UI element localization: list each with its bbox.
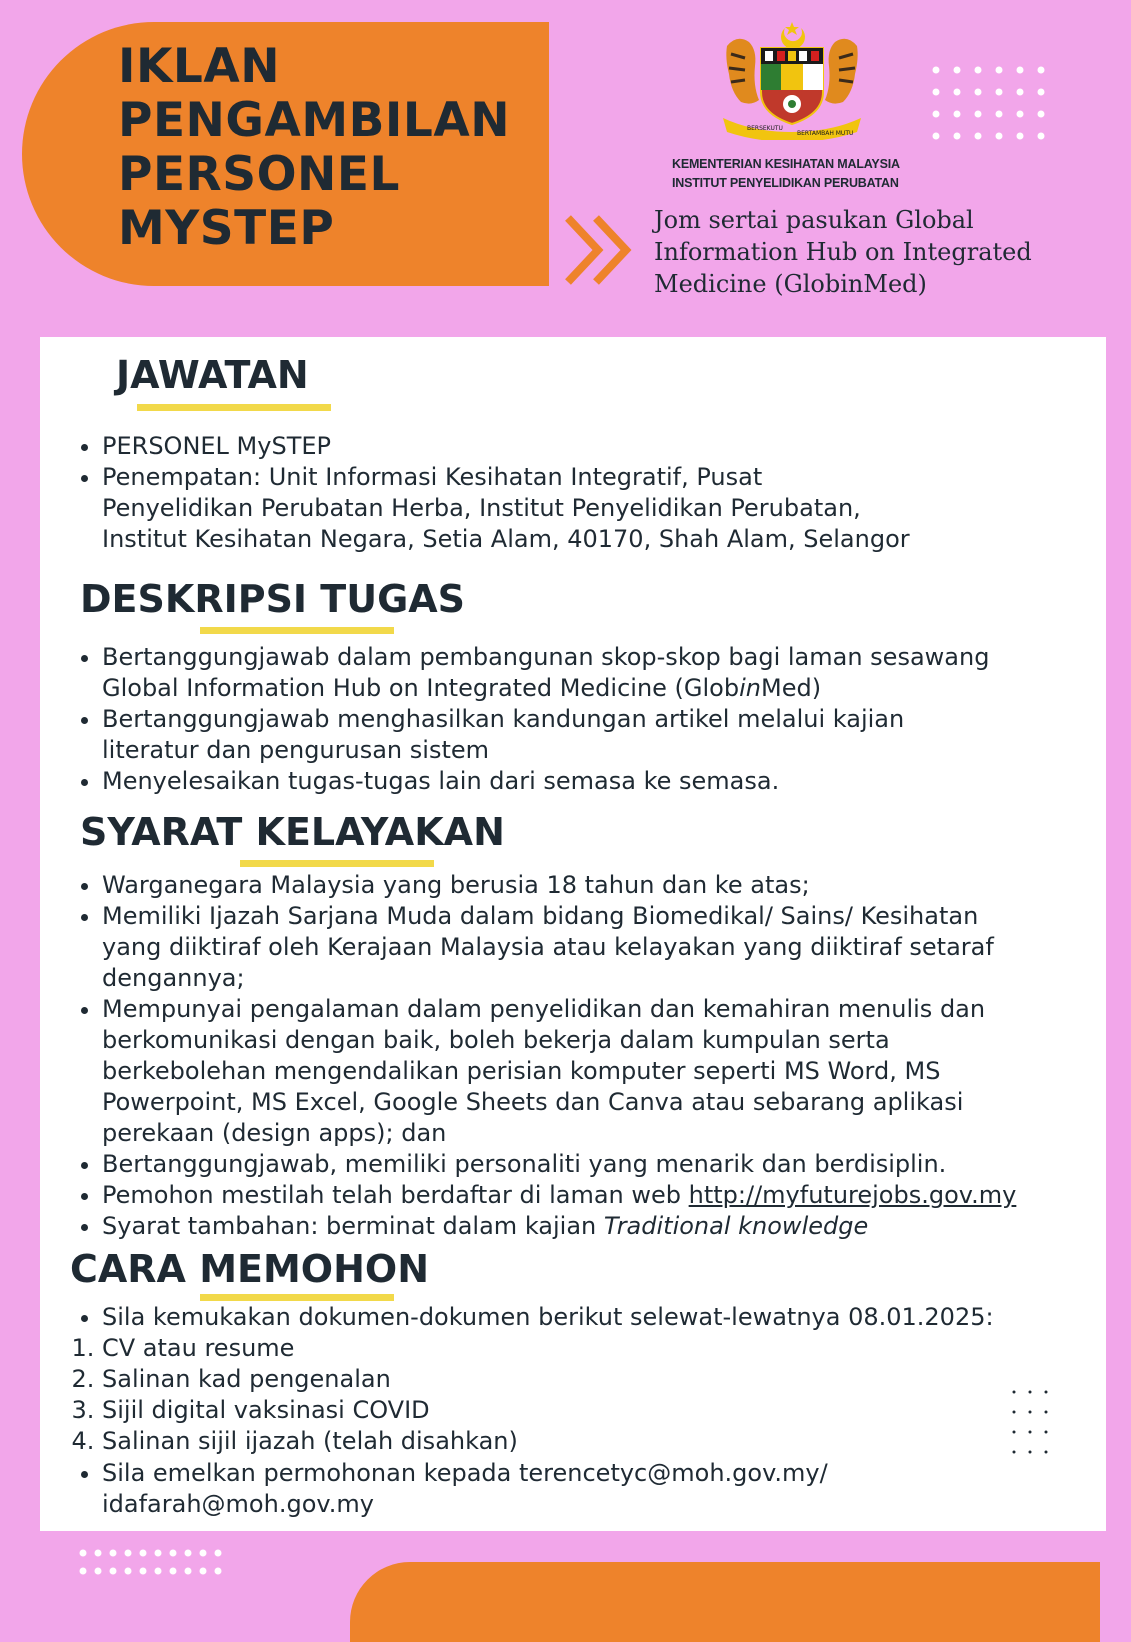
list-item: • Sila kemukakan dokumen-dokumen berikut selewat-lewatnya 08.01.2025:: [102, 1302, 1060, 1333]
dot-grid-decoration-bottom: [78, 1545, 238, 1585]
heading-underline: [200, 1294, 394, 1301]
section-heading-cara-memohon: CARA MEMOHON: [70, 1247, 429, 1291]
cara-intro-list: [40, 1302, 1060, 1333]
list-item: • Penempatan: Unit Informasi Kesihatan Integratif, Pusat Penyelidikan Perubatan Herba, Institut Penyelidikan Perubatan, Institut Kesihatan Negara, Setia Alam, 40170, Shah Alam, Selangor: [102, 462, 1060, 555]
list-item-italic: in: [739, 674, 761, 702]
section-heading-jawatan: JAWATAN: [116, 353, 309, 397]
list-item: • Bertanggungjawab menghasilkan kandungan artikel melalui kajian literatur dan pengurusan sistem: [102, 704, 1060, 766]
syarat-list: [40, 870, 1060, 1242]
dot-grid-decoration-top: [930, 62, 1060, 152]
page-title: [118, 40, 510, 256]
heading-underline: [240, 860, 434, 867]
title-line-3: PERSONEL: [118, 147, 400, 202]
coat-of-arms-logo: [717, 18, 867, 140]
list-item: • Warganegara Malaysia yang berusia 18 tahun dan ke atas;: [102, 870, 1060, 901]
ministry-name: [672, 155, 932, 193]
heading-underline: [200, 627, 394, 634]
ministry-line-1: KEMENTERIAN KESIHATAN MALAYSIA: [672, 157, 900, 171]
jawatan-list: [40, 431, 1060, 555]
bottom-orange-shape: [350, 1562, 1100, 1642]
list-item: [102, 1211, 1060, 1242]
documents-list: [40, 1333, 1060, 1457]
list-item: • Menyelesaikan tugas-tugas lain dari semasa ke semasa.: [102, 766, 1060, 797]
title-line-4: MYSTEP: [118, 201, 335, 256]
tagline: Jom sertai pasukan Global Information Hub on Integrated Medicine (GlobinMed): [654, 206, 1032, 298]
email-list: [40, 1458, 1060, 1520]
double-chevron-icon: [562, 212, 640, 288]
list-item: • Mempunyai pengalaman dalam penyelidikan dan kemahiran menulis dan berkomunikasi dengan baik, boleh bekerja dalam kumpulan serta berkebolehan mengendalikan perisian komputer seperti MS Word, MS Powerpoint, MS Excel, Google Sheets dan Canva atau sebarang aplikasi perekaan (design apps); dan: [102, 994, 1060, 1149]
list-item-text: Bertanggungjawab dalam pembangunan skop-skop bagi laman sesawang Global Information Hub on Integrated Medicine (Glob: [102, 643, 990, 702]
list-item: • PERSONEL MySTEP: [102, 431, 1060, 462]
crest-motto-left: BERSEKUTU: [747, 125, 783, 132]
list-item-text: Med): [760, 674, 822, 702]
document-item: 2. Salinan kad pengenalan: [102, 1364, 1060, 1395]
ministry-line-2: INSTITUT PENYELIDIKAN PERUBATAN: [672, 176, 899, 190]
myfuturejobs-link[interactable]: http://myfuturejobs.gov.my: [688, 1181, 1017, 1209]
list-item: [102, 642, 1060, 704]
heading-underline: [137, 404, 331, 411]
document-item: 1. CV atau resume: [102, 1333, 1060, 1364]
list-item-text: Pemohon mestilah telah berdaftar di laman web: [102, 1181, 689, 1209]
document-item: 3. Sijil digital vaksinasi COVID: [102, 1395, 1060, 1426]
list-item-italic: Traditional knowledge: [603, 1212, 869, 1240]
dot-grid-decoration-card: [1010, 1388, 1060, 1458]
list-item: [102, 1180, 1060, 1211]
section-heading-deskripsi-tugas: DESKRIPSI TUGAS: [80, 577, 466, 621]
list-item: • Bertanggungjawab, memiliki personaliti yang menarik dan berdisiplin.: [102, 1149, 1060, 1180]
list-item-text: Syarat tambahan: berminat dalam kajian: [102, 1212, 604, 1240]
crest-motto-right: BERTAMBAH MUTU: [797, 130, 854, 137]
list-item: • Sila emelkan permohonan kepada terencetyc@moh.gov.my/ idafarah@moh.gov.my: [102, 1458, 1060, 1520]
section-heading-syarat-kelayakan: SYARAT KELAYAKAN: [80, 810, 505, 854]
title-line-2: PENGAMBILAN: [118, 93, 511, 148]
title-line-1: IKLAN: [118, 39, 281, 94]
list-item: • Memiliki Ijazah Sarjana Muda dalam bidang Biomedikal/ Sains/ Kesihatan yang diiktiraf oleh Kerajaan Malaysia atau kelayakan yang diiktiraf setaraf dengannya;: [102, 901, 1060, 994]
document-item: 4. Salinan sijil ijazah (telah disahkan): [102, 1426, 1060, 1457]
deskripsi-list: [40, 642, 1060, 797]
